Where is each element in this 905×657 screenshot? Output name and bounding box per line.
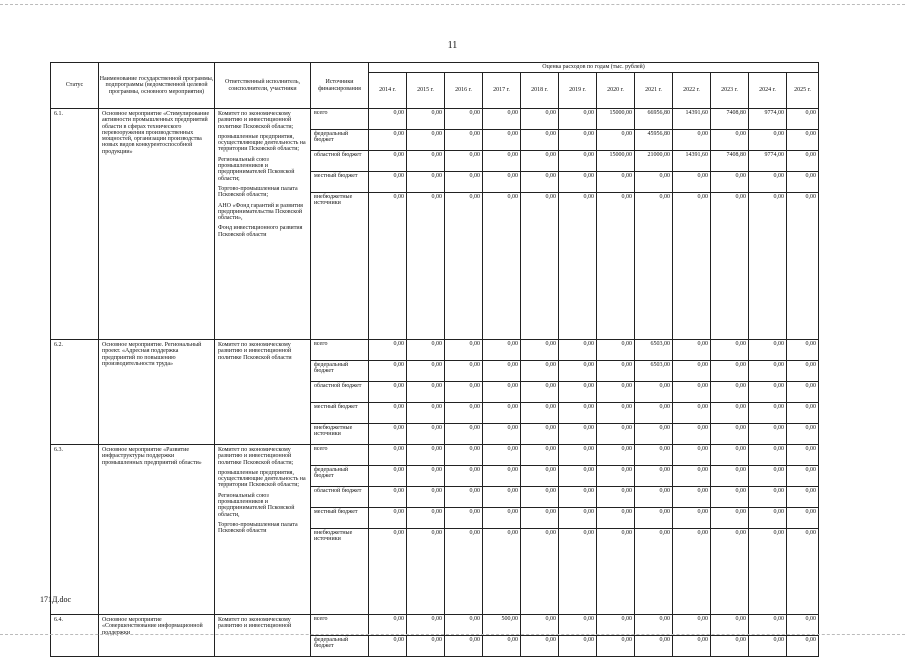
amount-cell: 0,00 [635,466,673,487]
amount-cell: 0,00 [521,151,559,172]
amount-cell: 0,00 [749,636,787,657]
amount-cell: 0,00 [559,466,597,487]
amount-cell: 0,00 [559,361,597,382]
funding-source-cell: всего [311,109,369,130]
amount-cell: 0,00 [673,403,711,424]
table-header [51,63,819,109]
amount-cell: 0,00 [483,130,521,151]
amount-cell: 0,00 [787,109,819,130]
amount-cell: 0,00 [787,529,819,615]
amount-cell: 0,00 [369,508,407,529]
amount-cell: 0,00 [673,529,711,615]
amount-cell: 0,00 [597,487,635,508]
funding-source-cell: областной бюджет [311,382,369,403]
amount-cell: 0,00 [445,508,483,529]
amount-cell: 0,00 [711,445,749,466]
amount-cell: 0,00 [521,130,559,151]
amount-cell: 0,00 [483,424,521,445]
table-row [51,109,819,130]
amount-cell: 0,00 [635,529,673,615]
amount-cell: 0,00 [483,466,521,487]
amount-cell: 0,00 [559,445,597,466]
amount-cell: 0,00 [445,361,483,382]
amount-cell: 0,00 [445,403,483,424]
amount-cell: 15000,00 [597,109,635,130]
amount-cell: 0,00 [597,130,635,151]
amount-cell: 0,00 [369,172,407,193]
amount-cell: 0,00 [445,487,483,508]
amount-cell: 0,00 [445,172,483,193]
executor-entry: промышленные предприятия, осуществляющие деятельность на территории Псковской области; [218,469,306,489]
amount-cell: 0,00 [749,615,787,636]
amount-cell: 6503,00 [635,340,673,361]
amount-cell: 0,00 [445,340,483,361]
amount-cell: 0,00 [787,466,819,487]
status-cell: 6.4. [51,615,99,657]
executor-entry: Комитет по экономическому развитию и инвестиционной политике Псковской области; [218,111,294,130]
executor-entry: Региональный союз промышленников и предпринимателей Псковской области; [218,156,295,182]
amount-cell: 0,00 [787,361,819,382]
amount-cell: 0,00 [369,340,407,361]
amount-cell: 9774,00 [749,151,787,172]
amount-cell: 0,00 [635,403,673,424]
amount-cell: 0,00 [369,466,407,487]
funding-source-cell: внебюджетные источники [311,424,369,445]
measure-name-cell: Основное мероприятие. Региональный проект. «Адресная поддержка предприятий по повышению производительности труда» [99,340,215,445]
executor-entry: промышленные предприятия, осуществляющие деятельность на территории Псковской области; [218,133,306,153]
amount-cell: 0,00 [559,109,597,130]
amount-cell: 0,00 [597,466,635,487]
amount-cell: 0,00 [749,172,787,193]
amount-cell: 0,00 [369,382,407,403]
executor-entry: Фонд инвестиционного развития Псковской области [218,225,303,238]
amount-cell: 0,00 [407,151,445,172]
amount-cell: 0,00 [369,193,407,340]
amount-cell: 0,00 [673,636,711,657]
amount-cell: 0,00 [407,487,445,508]
amount-cell: 0,00 [711,172,749,193]
funding-source-cell: местный бюджет [311,403,369,424]
amount-cell: 0,00 [407,340,445,361]
amount-cell: 0,00 [521,172,559,193]
executor-entry: Комитет по экономическому развитию и инвестиционной политике Псковской области [218,342,292,361]
amount-cell: 0,00 [635,636,673,657]
funding-source-cell: областной бюджет [311,487,369,508]
funding-source-cell: всего [311,340,369,361]
amount-cell: 0,00 [787,130,819,151]
status-cell: 6.3. [51,445,99,615]
funding-source-cell: местный бюджет [311,172,369,193]
executor-cell [215,615,311,657]
amount-cell: 0,00 [673,445,711,466]
funding-source-cell: областной бюджет [311,151,369,172]
amount-cell: 0,00 [711,487,749,508]
table-body [51,109,819,657]
amount-cell: 0,00 [521,529,559,615]
amount-cell: 0,00 [597,508,635,529]
table-row [51,445,819,466]
amount-cell: 0,00 [749,424,787,445]
header-year: 2015 г. [407,73,445,109]
header-name: Наименование государственной программы, подпрограммы (ведомственной целевой программы, основного мероприятия) [99,63,215,109]
funding-source-cell: внебюджетные источники [311,529,369,615]
amount-cell: 0,00 [369,109,407,130]
executor-entry: Торгово-промышленная палата Псковской области [218,521,298,535]
header-source: Источники финансирования [311,63,369,109]
status-cell: 6.1. [51,109,99,340]
amount-cell: 0,00 [711,382,749,403]
amount-cell: 0,00 [407,445,445,466]
amount-cell: 0,00 [521,403,559,424]
amount-cell: 0,00 [711,361,749,382]
amount-cell: 0,00 [521,109,559,130]
amount-cell: 0,00 [445,424,483,445]
executor-entry: Комитет по экономическому развитию и инвестиционной [218,617,292,630]
amount-cell: 0,00 [521,445,559,466]
amount-cell: 0,00 [483,382,521,403]
amount-cell: 0,00 [483,529,521,615]
amount-cell: 0,00 [445,529,483,615]
amount-cell: 0,00 [521,382,559,403]
amount-cell: 0,00 [749,487,787,508]
amount-cell: 7408,80 [711,109,749,130]
amount-cell: 0,00 [407,130,445,151]
funding-source-cell: внебюджетные источники [311,193,369,340]
amount-cell: 21000,00 [635,151,673,172]
table-row [51,340,819,361]
amount-cell: 0,00 [597,193,635,340]
amount-cell: 0,00 [559,529,597,615]
amount-cell: 0,00 [483,172,521,193]
amount-cell: 0,00 [521,487,559,508]
amount-cell: 0,00 [445,445,483,466]
amount-cell: 0,00 [369,361,407,382]
executor-cell [215,109,311,340]
header-year: 2017 г. [483,73,521,109]
amount-cell: 0,00 [483,487,521,508]
amount-cell: 0,00 [483,361,521,382]
amount-cell: 0,00 [521,361,559,382]
amount-cell: 0,00 [445,615,483,636]
amount-cell: 0,00 [787,382,819,403]
amount-cell: 0,00 [445,130,483,151]
amount-cell: 0,00 [635,615,673,636]
header-status: Статус [51,63,99,109]
amount-cell: 0,00 [711,193,749,340]
amount-cell: 0,00 [369,636,407,657]
amount-cell: 0,00 [749,445,787,466]
amount-cell: 0,00 [407,508,445,529]
amount-cell: 0,00 [407,636,445,657]
amount-cell: 0,00 [711,424,749,445]
amount-cell: 0,00 [369,487,407,508]
header-year: 2021 г. [635,73,673,109]
amount-cell: 0,00 [559,172,597,193]
amount-cell: 0,00 [673,466,711,487]
amount-cell: 0,00 [407,529,445,615]
amount-cell: 0,00 [749,529,787,615]
amount-cell: 0,00 [407,193,445,340]
amount-cell: 0,00 [787,508,819,529]
amount-cell: 0,00 [521,340,559,361]
amount-cell: 0,00 [445,193,483,340]
amount-cell: 0,00 [635,193,673,340]
amount-cell: 0,00 [407,466,445,487]
amount-cell: 0,00 [483,193,521,340]
amount-cell: 0,00 [407,172,445,193]
funding-source-cell: федеральный бюджет [311,130,369,151]
amount-cell: 0,00 [559,403,597,424]
amount-cell: 7408,80 [711,151,749,172]
executor-entry: Торгово-промышленная палата Псковской области; [218,185,298,199]
measure-name-cell: Основное мероприятие «Совершенствование информационной поддержки [99,615,215,657]
amount-cell: 14391,60 [673,151,711,172]
amount-cell: 0,00 [711,508,749,529]
amount-cell: 0,00 [635,445,673,466]
table-row [51,615,819,636]
header-year: 2020 г. [597,73,635,109]
amount-cell: 0,00 [787,340,819,361]
amount-cell: 0,00 [635,487,673,508]
amount-cell: 0,00 [711,340,749,361]
amount-cell: 0,00 [749,403,787,424]
amount-cell: 0,00 [749,361,787,382]
amount-cell: 0,00 [673,193,711,340]
funding-source-cell: всего [311,615,369,636]
header-estimate: Оценка расходов по годам (тыс. рублей) [369,63,819,73]
amount-cell: 0,00 [445,151,483,172]
scan-edge-top [0,4,905,5]
header-year: 2022 г. [673,73,711,109]
amount-cell: 0,00 [597,424,635,445]
amount-cell: 0,00 [597,445,635,466]
amount-cell: 0,00 [445,109,483,130]
amount-cell: 0,00 [787,424,819,445]
amount-cell: 0,00 [673,130,711,151]
amount-cell: 0,00 [787,636,819,657]
page-number: 11 [447,40,458,51]
amount-cell: 0,00 [635,508,673,529]
amount-cell: 0,00 [521,466,559,487]
funding-source-cell: всего [311,445,369,466]
amount-cell: 0,00 [711,636,749,657]
amount-cell: 500,00 [483,615,521,636]
amount-cell: 6503,00 [635,361,673,382]
amount-cell: 0,00 [597,615,635,636]
amount-cell: 0,00 [521,424,559,445]
amount-cell: 0,00 [369,445,407,466]
scan-edge-bottom [0,634,905,635]
amount-cell: 0,00 [597,340,635,361]
header-year: 2016 г. [445,73,483,109]
amount-cell: 0,00 [369,151,407,172]
amount-cell: 0,00 [673,382,711,403]
amount-cell: 0,00 [749,382,787,403]
executor-cell [215,445,311,615]
amount-cell: 0,00 [597,172,635,193]
executor-entry: Региональный союз промышленников и предпринимателей Псковской области, [218,492,295,518]
amount-cell: 0,00 [711,529,749,615]
amount-cell: 0,00 [407,403,445,424]
header-year: 2019 г. [559,73,597,109]
amount-cell: 0,00 [711,615,749,636]
amount-cell: 0,00 [635,382,673,403]
amount-cell: 0,00 [483,109,521,130]
amount-cell: 0,00 [483,403,521,424]
amount-cell: 0,00 [369,529,407,615]
amount-cell: 0,00 [597,403,635,424]
amount-cell: 0,00 [787,615,819,636]
amount-cell: 0,00 [711,466,749,487]
amount-cell: 0,00 [749,466,787,487]
funding-source-cell: местный бюджет [311,508,369,529]
amount-cell: 0,00 [483,151,521,172]
amount-cell: 0,00 [787,151,819,172]
amount-cell: 0,00 [407,382,445,403]
amount-cell: 0,00 [483,340,521,361]
amount-cell: 0,00 [483,508,521,529]
amount-cell: 0,00 [407,615,445,636]
executor-entry: Комитет по экономическому развитию и инвестиционной политике Псковской области; [218,447,294,466]
executor-cell [215,340,311,445]
amount-cell: 0,00 [559,130,597,151]
amount-cell: 0,00 [521,508,559,529]
measure-name-cell: Основное мероприятие «Стимулирование активности промышленных предприятий области в сферах технического перевооружения производственных мощностей, организации производства новых видов конкурентоспособной продукции» [99,109,215,340]
amount-cell: 0,00 [597,361,635,382]
amount-cell: 0,00 [711,403,749,424]
amount-cell: 0,00 [597,382,635,403]
executor-entry: АНО «Фонд гарантий и развития предпринимательства Псковской области», [218,202,303,222]
amount-cell: 0,00 [445,466,483,487]
document-filename: 171Д.doc [40,595,72,604]
amount-cell: 0,00 [673,340,711,361]
amount-cell: 0,00 [407,361,445,382]
amount-cell: 0,00 [787,445,819,466]
amount-cell: 0,00 [369,130,407,151]
measure-name-cell: Основное мероприятие «Развитие инфраструктуры поддержки промышленных предприятий области» [99,445,215,615]
amount-cell: 0,00 [369,424,407,445]
amount-cell: 0,00 [559,424,597,445]
amount-cell: 0,00 [559,340,597,361]
amount-cell: 0,00 [635,424,673,445]
amount-cell: 0,00 [559,636,597,657]
header-year: 2023 г. [711,73,749,109]
amount-cell: 0,00 [673,424,711,445]
amount-cell: 0,00 [787,403,819,424]
amount-cell: 0,00 [521,636,559,657]
amount-cell: 0,00 [673,487,711,508]
amount-cell: 9774,00 [749,109,787,130]
amount-cell: 0,00 [559,487,597,508]
amount-cell: 0,00 [749,193,787,340]
amount-cell: 0,00 [369,615,407,636]
amount-cell: 0,00 [407,109,445,130]
amount-cell: 0,00 [445,382,483,403]
amount-cell: 0,00 [483,445,521,466]
header-year: 2014 г. [369,73,407,109]
amount-cell: 0,00 [749,508,787,529]
amount-cell: 45956,80 [635,130,673,151]
amount-cell: 0,00 [407,424,445,445]
header-year: 2024 г. [749,73,787,109]
amount-cell: 0,00 [673,172,711,193]
amount-cell: 0,00 [369,403,407,424]
amount-cell: 0,00 [787,193,819,340]
amount-cell: 0,00 [445,636,483,657]
amount-cell: 0,00 [521,193,559,340]
amount-cell: 0,00 [711,130,749,151]
amount-cell: 0,00 [673,615,711,636]
header-executor: Ответственный исполнитель, соисполнители, участники [215,63,311,109]
amount-cell: 0,00 [597,529,635,615]
amount-cell: 0,00 [559,382,597,403]
amount-cell: 0,00 [559,193,597,340]
header-year: 2025 г. [787,73,819,109]
amount-cell: 0,00 [559,615,597,636]
amount-cell: 0,00 [559,508,597,529]
amount-cell: 0,00 [673,508,711,529]
amount-cell: 0,00 [559,151,597,172]
amount-cell: 0,00 [635,172,673,193]
amount-cell: 66956,80 [635,109,673,130]
funding-source-cell: федеральный бюджет [311,466,369,487]
amount-cell: 0,00 [597,636,635,657]
amount-cell: 14391,60 [673,109,711,130]
amount-cell: 0,00 [521,615,559,636]
funding-source-cell: федеральный бюджет [311,361,369,382]
funding-source-cell: федеральный бюджет [311,636,369,657]
budget-table [50,62,819,657]
status-cell: 6.2. [51,340,99,445]
amount-cell: 15000,00 [597,151,635,172]
header-year: 2018 г. [521,73,559,109]
amount-cell: 0,00 [483,636,521,657]
amount-cell: 0,00 [787,172,819,193]
amount-cell: 0,00 [787,487,819,508]
amount-cell: 0,00 [749,130,787,151]
amount-cell: 0,00 [749,340,787,361]
amount-cell: 0,00 [673,361,711,382]
